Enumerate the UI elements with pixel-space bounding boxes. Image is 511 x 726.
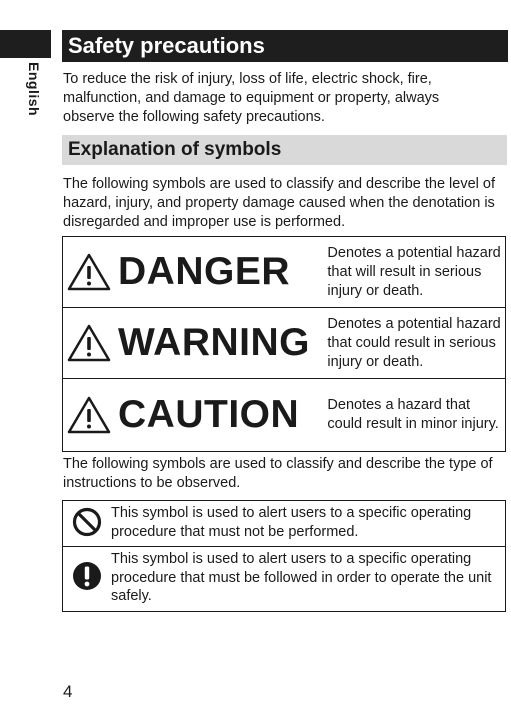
signal-description: Denotes a potential hazard that will result in serious injury or death. <box>327 244 501 299</box>
warning-triangle-icon <box>66 252 112 292</box>
language-tab <box>0 30 51 58</box>
symbols-intro-paragraph: The following symbols are used to classify and describe the level of hazard, injury, and property damage caused when the denotation is disregarded and improper use is performed. <box>63 176 495 230</box>
instruction-row-prohibited <box>63 501 505 547</box>
intro-paragraph: To reduce the risk of injury, loss of life, electric shock, fire, malfunction, and damage to equipment or property, always observe the following safety precautions. <box>63 71 440 125</box>
signal-word-table <box>62 236 506 452</box>
signal-row-caution <box>63 379 505 451</box>
signal-word: WARNING <box>118 321 310 364</box>
mandatory-action-icon <box>72 561 102 591</box>
page-title: Safety precautions <box>62 30 508 62</box>
section-heading: Explanation of symbols <box>62 135 507 165</box>
warning-triangle-icon <box>66 395 112 435</box>
instruction-symbol-table <box>62 500 506 612</box>
prohibition-icon <box>72 507 102 537</box>
page-number: 4 <box>63 682 73 701</box>
instruction-row-mandatory <box>63 547 505 611</box>
signal-row-warning <box>63 308 505 379</box>
signal-description: Denotes a potential hazard that could result in serious injury or death. <box>327 315 501 370</box>
warning-triangle-icon <box>66 323 112 363</box>
signal-row-danger <box>63 237 505 308</box>
instruction-text: This symbol is used to alert users to a specific operating procedure that must not be performed. <box>111 505 472 540</box>
language-label: English <box>26 62 42 117</box>
instruction-text: This symbol is used to alert users to a specific operating procedure that must be followed in order to operate the unit safely. <box>111 551 492 604</box>
signal-word: CAUTION <box>118 393 300 436</box>
instruction-types-intro: The following symbols are used to classify and describe the type of instructions to be observed. <box>63 456 493 491</box>
signal-word: DANGER <box>118 250 291 293</box>
signal-description: Denotes a hazard that could result in minor injury. <box>327 397 499 432</box>
